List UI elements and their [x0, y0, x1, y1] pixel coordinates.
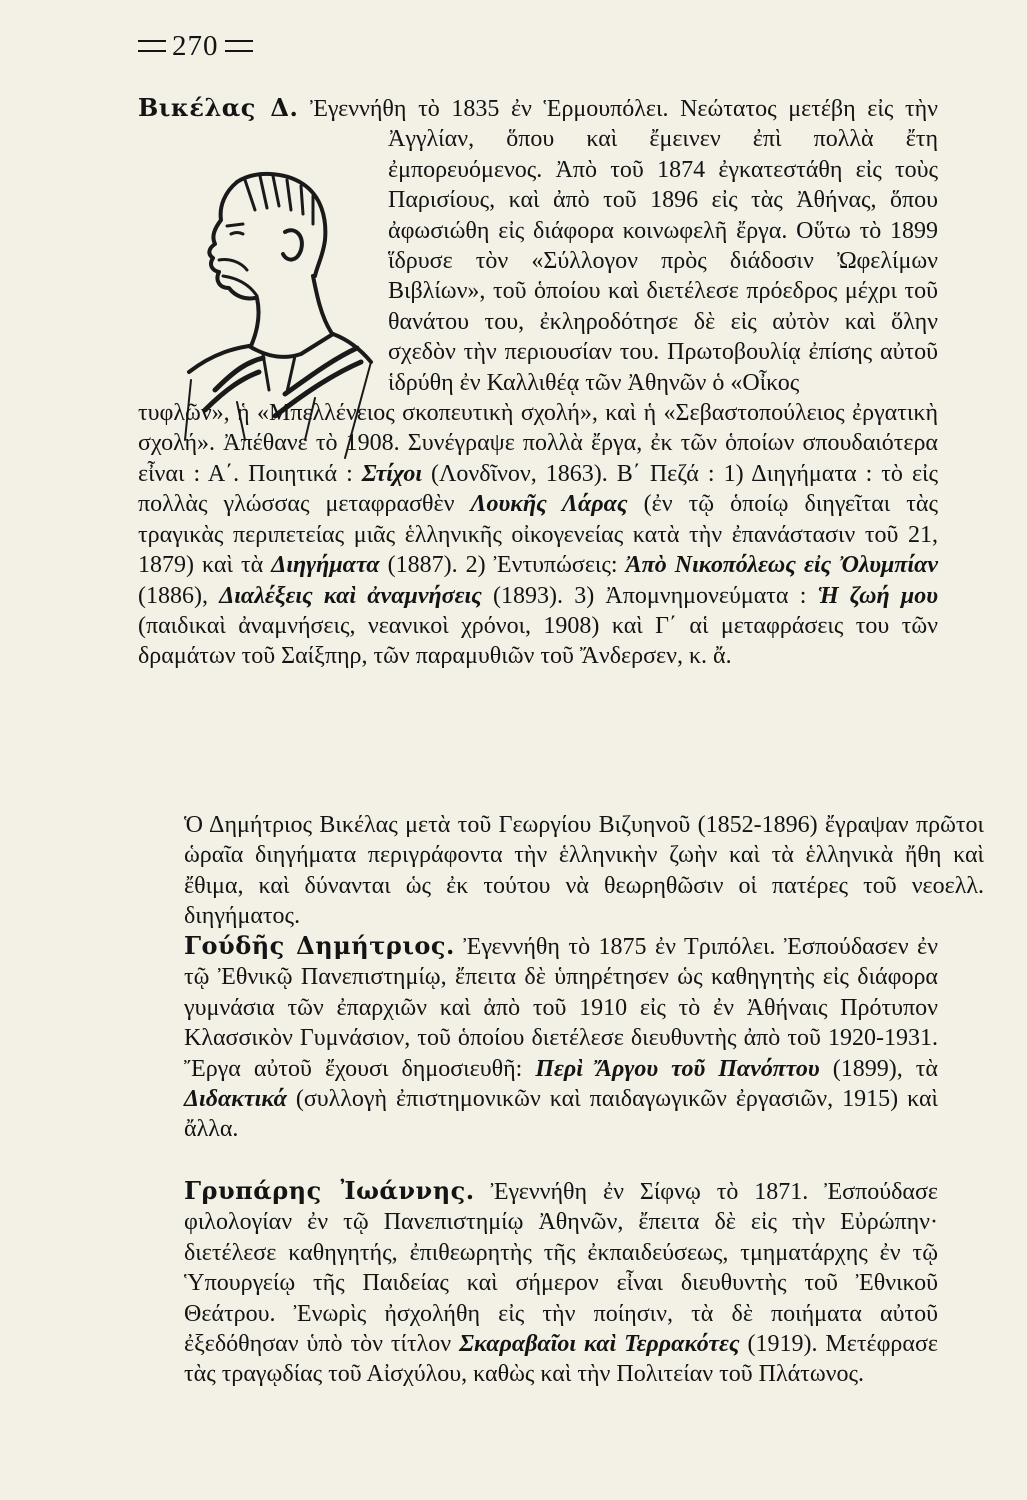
entry-text: Ἐγεννήθη τὸ 1835 ἐν Ἑρμουπόλει. Νεώτατος μετέβη εἰς τὴν Ἀγγλίαν, ὅπου καὶ ἔμεινεν ἐπὶ πολλὰ ἔτη ἐμπορευόμενος. Ἀπὸ τοῦ 1874 ἐγκατεστάθη εἰς τοὺς Παρισίους, καὶ ἀπὸ τοῦ 1896 εἰς τὰς Ἀθήνας, ὅπου ἀφωσιώθη εἰς διάφορα κοινωφελῆ ἔργα. Οὕτω τὸ 1899 ἵδρυσε τὸν «Σύλλογον πρὸς διάδοσιν Ὠφελίμων Βιβλίων», τοῦ ὁποίου καὶ διετέλεσε πρόεδρος μέχρι τοῦ θανάτου του, ἐκληροδότησε δὲ εἰς αὐτὸν καὶ ὅλην σχεδὸν τὴν περιουσίαν του. Πρωτοβουλίᾳ ἐπίσης αὐτοῦ ἱδρύθη ἐν Καλλιθέᾳ τῶν Ἀθηνῶν ὁ «Οἶκος: [298, 96, 939, 396]
entry-name: Γούδῆς Δημήτριος.: [184, 931, 455, 960]
entry-name: Βικέλας Δ.: [138, 93, 299, 122]
work-title: Λουκῆς Λάρας: [470, 491, 628, 518]
entry-text: (1899), τὰ: [819, 1055, 939, 1082]
entry-goudis-body: [138, 931, 938, 1145]
page-number-dash-left: [138, 40, 166, 52]
page-number: [132, 30, 259, 63]
entry-name: Γρυπάρης Ἰωάννης.: [184, 1176, 475, 1205]
entry-text: (Λονδῖνον, 1863). Β΄ Πεζά : 1) Διηγήματα : τὸ εἰς πολλὰς γλώσσας μεταφρασθὲν: [138, 460, 938, 518]
page-number-value: 270: [172, 30, 219, 62]
work-title: Περὶ Ἄργου τοῦ Πανόπτου: [535, 1055, 820, 1082]
entry-text: Ἐγεννήθη ἐν Σίφνῳ τὸ 1871. Ἐσπούδασε φιλολογίαν ἐν τῷ Πανεπιστημίῳ Ἀθηνῶν, ἔπειτα δὲ εἰς τὴν Εὐρώπην· διετέλεσε καθηγητής, ἐπιθεωρητὴς τῆς ἐκπαιδεύσεως, τμηματάρχης ἐν τῷ Ὑπουργείῳ τῆς Παιδείας καὶ σήμερον εἶναι διευθυντὴς τοῦ Ἐθνικοῦ Θεάτρου. Ἐνωρὶς ἠσχολήθη εἰς τὴν ποίησιν, τὰ δὲ ποιήματα αὐτοῦ ἐξεδόθησαν ὑπὸ τὸν τίτλον: [184, 1179, 939, 1358]
work-title: Διαλέξεις καὶ ἀναμνήσεις: [219, 582, 482, 609]
entry-text: (1893). 3) Ἀπομνημονεύματα :: [481, 582, 818, 609]
work-title: Στίχοι: [361, 460, 423, 487]
entry-goudis: [138, 931, 938, 1145]
entry-text: (1919). Μετέφρασε τὰς τραγῳδίας τοῦ Αἰσχύλου, καθὼς καὶ τὴν Πολιτείαν τοῦ Πλάτωνος.: [184, 1331, 938, 1388]
entry-text: (ἐν τῷ ὁποίῳ διηγεῖται τὰς τραγικὰς περιπετείας μιᾶς ἑλληνικῆς οἰκογενείας κατὰ τὴν ἐπανάστασιν τοῦ 21, 1879) καὶ τὰ: [138, 491, 938, 579]
note-vikelas-vizyinos: Ὁ Δημήτριος Βικέλας μετὰ τοῦ Γεωργίου Βιζυηνοῦ (1852-1896) ἔγραψαν πρῶτοι ὡραῖα διηγήματα περιγράφοντα τὴν ἑλληνικὴν ζωὴν καὶ τὰ ἑλληνικὰ ἤθη καὶ ἔθιμα, καὶ δύνανται ὡς ἐκ τούτου νὰ θεωρηθῶσιν οἱ πατέρες τοῦ νεοελλ. διηγήματος.: [184, 812, 984, 930]
page-number-dash-right: [225, 40, 253, 52]
work-title: Διηγήματα: [271, 552, 380, 579]
work-title: Διδακτικά: [184, 1086, 287, 1113]
entry-vikelas: [138, 93, 938, 672]
entry-gryparis: [138, 1176, 938, 1390]
entry-text: (συλλογὴ ἐπιστημονικῶν καὶ παιδαγωγικῶν ἐργασιῶν, 1915) καὶ ἄλλα.: [184, 1086, 938, 1143]
work-title: Ἡ ζωή μου: [817, 582, 939, 609]
entry-text: (1887). 2) Ἐντυπώσεις:: [379, 552, 626, 579]
entry-gryparis-body: [138, 1176, 938, 1390]
entry-text: Ἐγεννήθη τὸ 1875 ἐν Τριπόλει. Ἐσπούδασεν ἐν τῷ Ἐθνικῷ Πανεπιστημίῳ, ἔπειτα δὲ ὑπηρέτησεν ὡς καθηγητὴς εἰς διάφορα γυμνάσια τῶν ἐπαρχιῶν καὶ ἀπὸ τοῦ 1910 εἰς τὸ ἐν Ἀθήναις Πρότυπον Κλασσικὸν Γυμνάσιον, τοῦ ὁποίου διετέλεσε διευθυντὴς ἀπὸ τοῦ 1920-1931. Ἔργα αὐτοῦ ἔχουσι δημοσιευθῆ:: [184, 934, 938, 1082]
entry-text: (1886),: [138, 582, 220, 609]
work-title: Σκαραβαῖοι καὶ Τερρακότες: [459, 1331, 740, 1358]
entry-vikelas-body: [138, 398, 938, 672]
work-title: Ἀπὸ Νικοπόλεως εἰς Ὀλυμπίαν: [625, 552, 938, 579]
entry-vikelas-head: [138, 93, 939, 398]
entry-text: τυφλῶν», ἡ «Μπελλένειος σκοπευτικὴ σχολή», καὶ ἡ «Σεβαστοπούλειος ἐργατικὴ σχολή». Ἀπέθανε τὸ 1908. Συνέγραψε πολλὰ ἔργα, ἐκ τῶν ὁποίων σπουδαιότερα εἶναι : Α΄. Ποιητικά :: [138, 400, 938, 487]
entry-text: (παιδικαὶ ἀναμνήσεις, νεανικοὶ χρόνοι, 1908) καὶ Γ΄ αἱ μεταφράσεις του τῶν δραμάτων τοῦ Σαίξπηρ, τῶν παραμυθιῶν τοῦ Ἄνδερσεν, κ. ἄ.: [138, 612, 938, 670]
